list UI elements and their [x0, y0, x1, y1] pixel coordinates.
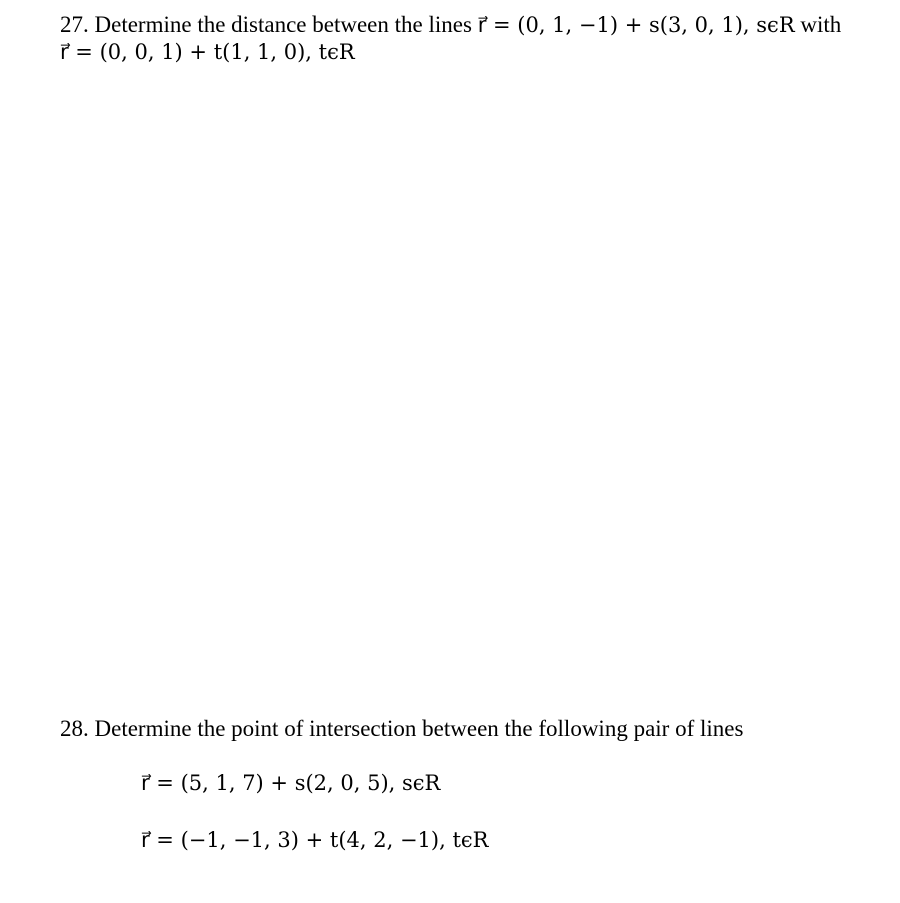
question-27-line-1 — [60, 13, 841, 36]
question-27-connector: with — [800, 12, 842, 37]
question-28-line2-equation: r⃗ = (−1, −1, 3) + t(4, 2, −1), tϵR — [141, 828, 489, 852]
question-27-prompt: 27. Determine the distance between the lines — [60, 12, 472, 37]
question-28-prompt: 28. Determine the point of intersection between the following pair of lines — [60, 716, 744, 741]
question-28-line1-equation: r⃗ = (5, 1, 7) + s(2, 0, 5), sϵR — [141, 771, 441, 795]
question-27-line1-equation: r⃗ = (0, 1, −1) + s(3, 0, 1), sϵR — [477, 13, 795, 37]
question-27-line2-equation: r⃗ = (0, 0, 1) + t(1, 1, 0), tϵR — [60, 40, 355, 64]
